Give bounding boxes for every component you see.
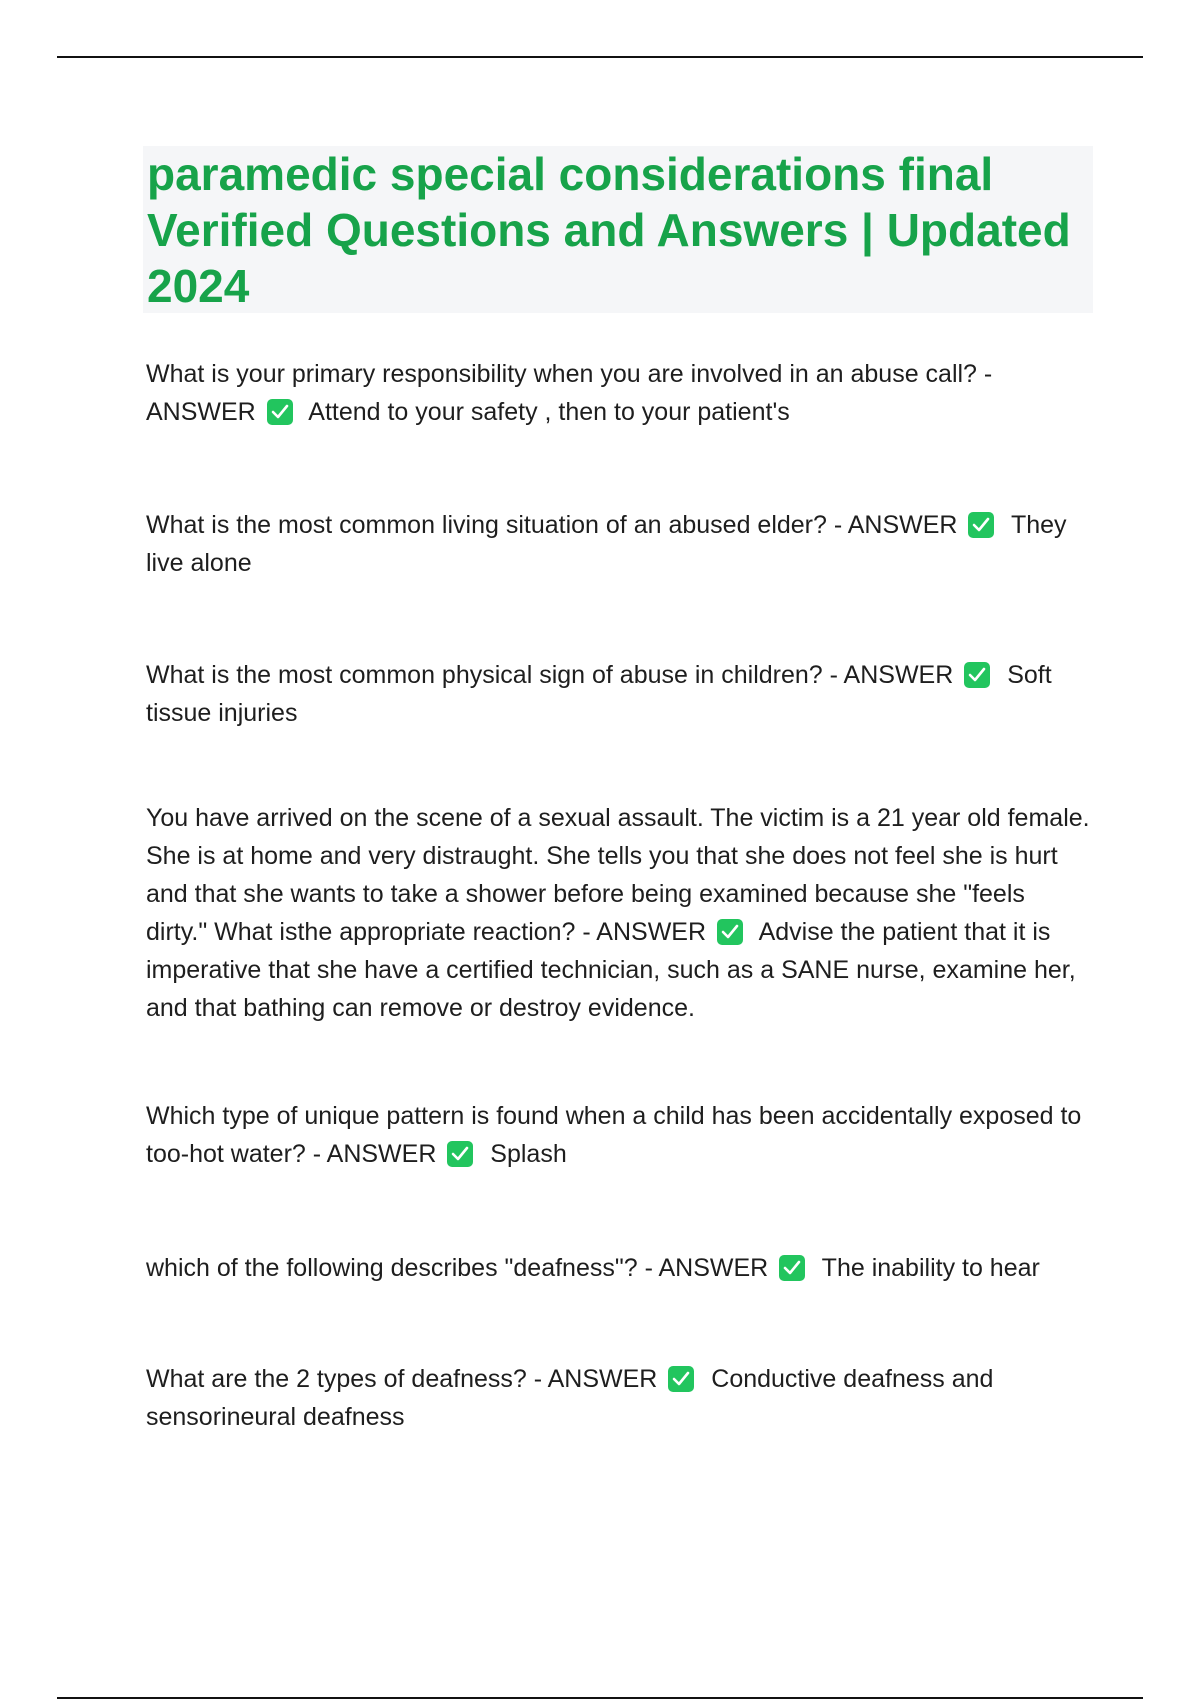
check-mark-button-icon bbox=[964, 662, 990, 688]
question-text: which of the following describes "deafness"? - ANSWER bbox=[146, 1254, 769, 1282]
qa-item bbox=[146, 1360, 1091, 1436]
bottom-rule bbox=[57, 1697, 1143, 1699]
qa-item bbox=[146, 1249, 1091, 1287]
qa-item bbox=[146, 355, 1091, 431]
qa-item bbox=[146, 799, 1091, 1027]
question-text: What is your primary responsibility when you are involved in an abuse call? - ANSWER bbox=[146, 360, 993, 426]
answer-text: Conductive deafness and sensorineural deafness bbox=[146, 1365, 994, 1431]
question-text: What are the 2 types of deafness? - ANSWER bbox=[146, 1365, 658, 1393]
check-mark-button-icon bbox=[779, 1255, 805, 1281]
document-title: paramedic special considerations final Verified Questions and Answers | Updated 2024 bbox=[147, 148, 1071, 312]
check-mark-button-icon bbox=[968, 512, 994, 538]
qa-item bbox=[146, 506, 1091, 582]
check-mark-button-icon bbox=[668, 1366, 694, 1392]
answer-text: Advise the patient that it is imperative that she have a certified technician, such as a SANE nurse, examine her, and that bathing can remove or destroy evidence. bbox=[146, 918, 1076, 1022]
answer-text: Attend to your safety , then to your patient's bbox=[308, 398, 790, 426]
check-mark-button-icon bbox=[267, 399, 293, 425]
answer-text: Splash bbox=[490, 1140, 567, 1168]
answer-text: The inability to hear bbox=[821, 1254, 1040, 1282]
check-mark-button-icon bbox=[447, 1141, 473, 1167]
top-rule bbox=[57, 56, 1143, 58]
question-text: Which type of unique pattern is found when a child has been accidentally exposed to too-hot water? - ANSWER bbox=[146, 1102, 1082, 1168]
title-box bbox=[143, 146, 1093, 313]
check-mark-button-icon bbox=[717, 919, 743, 945]
qa-item bbox=[146, 656, 1091, 732]
answer-text: Soft tissue injuries bbox=[146, 661, 1052, 727]
question-text: What is the most common living situation of an abused elder? - ANSWER bbox=[146, 511, 958, 539]
qa-item bbox=[146, 1097, 1091, 1173]
question-text: What is the most common physical sign of abuse in children? - ANSWER bbox=[146, 661, 954, 689]
answer-text: They live alone bbox=[146, 511, 1067, 577]
question-text: You have arrived on the scene of a sexual assault. The victim is a 21 year old female. She is at home and very distraught. She tells you that she does not feel she is hurt and that she wants to take a shower before being examined because she "feels dirty." What isthe appropriate reaction? - ANSWER bbox=[146, 804, 1090, 946]
